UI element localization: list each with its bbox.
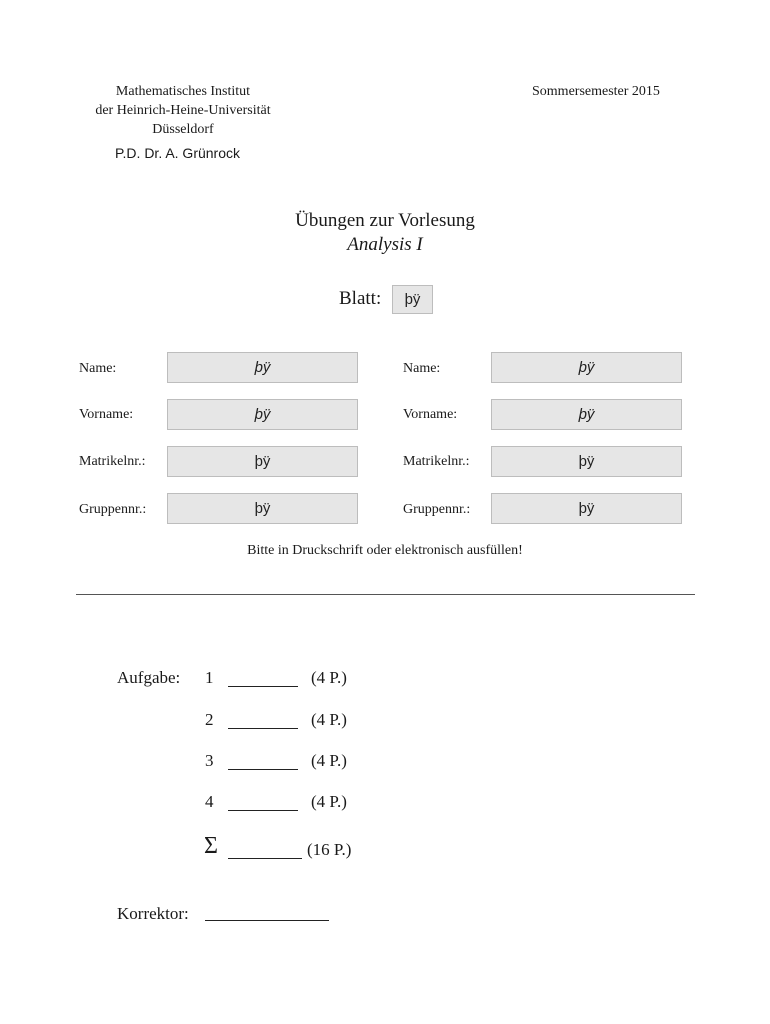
task-score-blank[interactable]: [228, 728, 298, 729]
student1-vorname-label: Vorname:: [79, 407, 134, 422]
student1-matrikel-label: Matrikelnr.:: [79, 454, 146, 469]
task-score-blank[interactable]: [228, 686, 298, 687]
korrektor-label: Korrektor:: [117, 904, 189, 923]
korrektor-blank[interactable]: [205, 920, 329, 921]
task-number: 2: [205, 710, 214, 729]
course-title: Analysis I: [347, 234, 423, 255]
professor-name: P.D. Dr. A. Grünrock: [115, 145, 241, 161]
sum-score-blank[interactable]: [228, 858, 302, 859]
task-score-blank[interactable]: [228, 810, 298, 811]
student2-matrikel-label: Matrikelnr.:: [403, 454, 470, 469]
task-number: 3: [205, 751, 214, 770]
student2-name-label: Name:: [403, 361, 441, 376]
sum-symbol: Σ: [204, 833, 218, 859]
institute-block: [80, 82, 286, 139]
institute-line-2: der Heinrich-Heine-Universität: [95, 103, 271, 118]
aufgabe-label: Aufgabe:: [117, 668, 181, 687]
task-score-blank[interactable]: [228, 769, 298, 770]
fill-in-note: Bitte in Druckschrift oder elektronisch ausfüllen!: [247, 543, 523, 558]
task-number: 4: [205, 792, 214, 811]
student2-gruppe-label: Gruppennr.:: [403, 502, 471, 517]
student1-vorname-field[interactable]: þÿ: [167, 399, 358, 430]
student1-gruppe-label: Gruppennr.:: [79, 502, 147, 517]
student2-vorname-field[interactable]: þÿ: [491, 399, 682, 430]
blatt-field[interactable]: þÿ: [392, 285, 433, 314]
student2-vorname-label: Vorname:: [403, 407, 458, 422]
student2-name-field[interactable]: þÿ: [491, 352, 682, 383]
student1-matrikel-field[interactable]: þÿ: [167, 446, 358, 477]
task-points: (4 P.): [311, 751, 347, 770]
student2-matrikel-field[interactable]: þÿ: [491, 446, 682, 477]
divider: [76, 594, 695, 595]
institute-line-3: Düsseldorf: [152, 122, 214, 137]
student2-gruppe-field[interactable]: þÿ: [491, 493, 682, 524]
task-points: (4 P.): [311, 710, 347, 729]
task-points: (4 P.): [311, 668, 347, 687]
institute-line-1: Mathematisches Institut: [115, 84, 251, 99]
page-title: Übungen zur Vorlesung: [295, 210, 475, 231]
task-points: (4 P.): [311, 792, 347, 811]
student1-name-label: Name:: [79, 361, 117, 376]
student1-name-field[interactable]: þÿ: [167, 352, 358, 383]
blatt-label: Blatt:: [339, 288, 382, 309]
student1-gruppe-field[interactable]: þÿ: [167, 493, 358, 524]
sum-points: (16 P.): [307, 840, 352, 859]
task-number: 1: [205, 668, 214, 687]
semester-label: Sommersemester 2015: [532, 84, 660, 99]
